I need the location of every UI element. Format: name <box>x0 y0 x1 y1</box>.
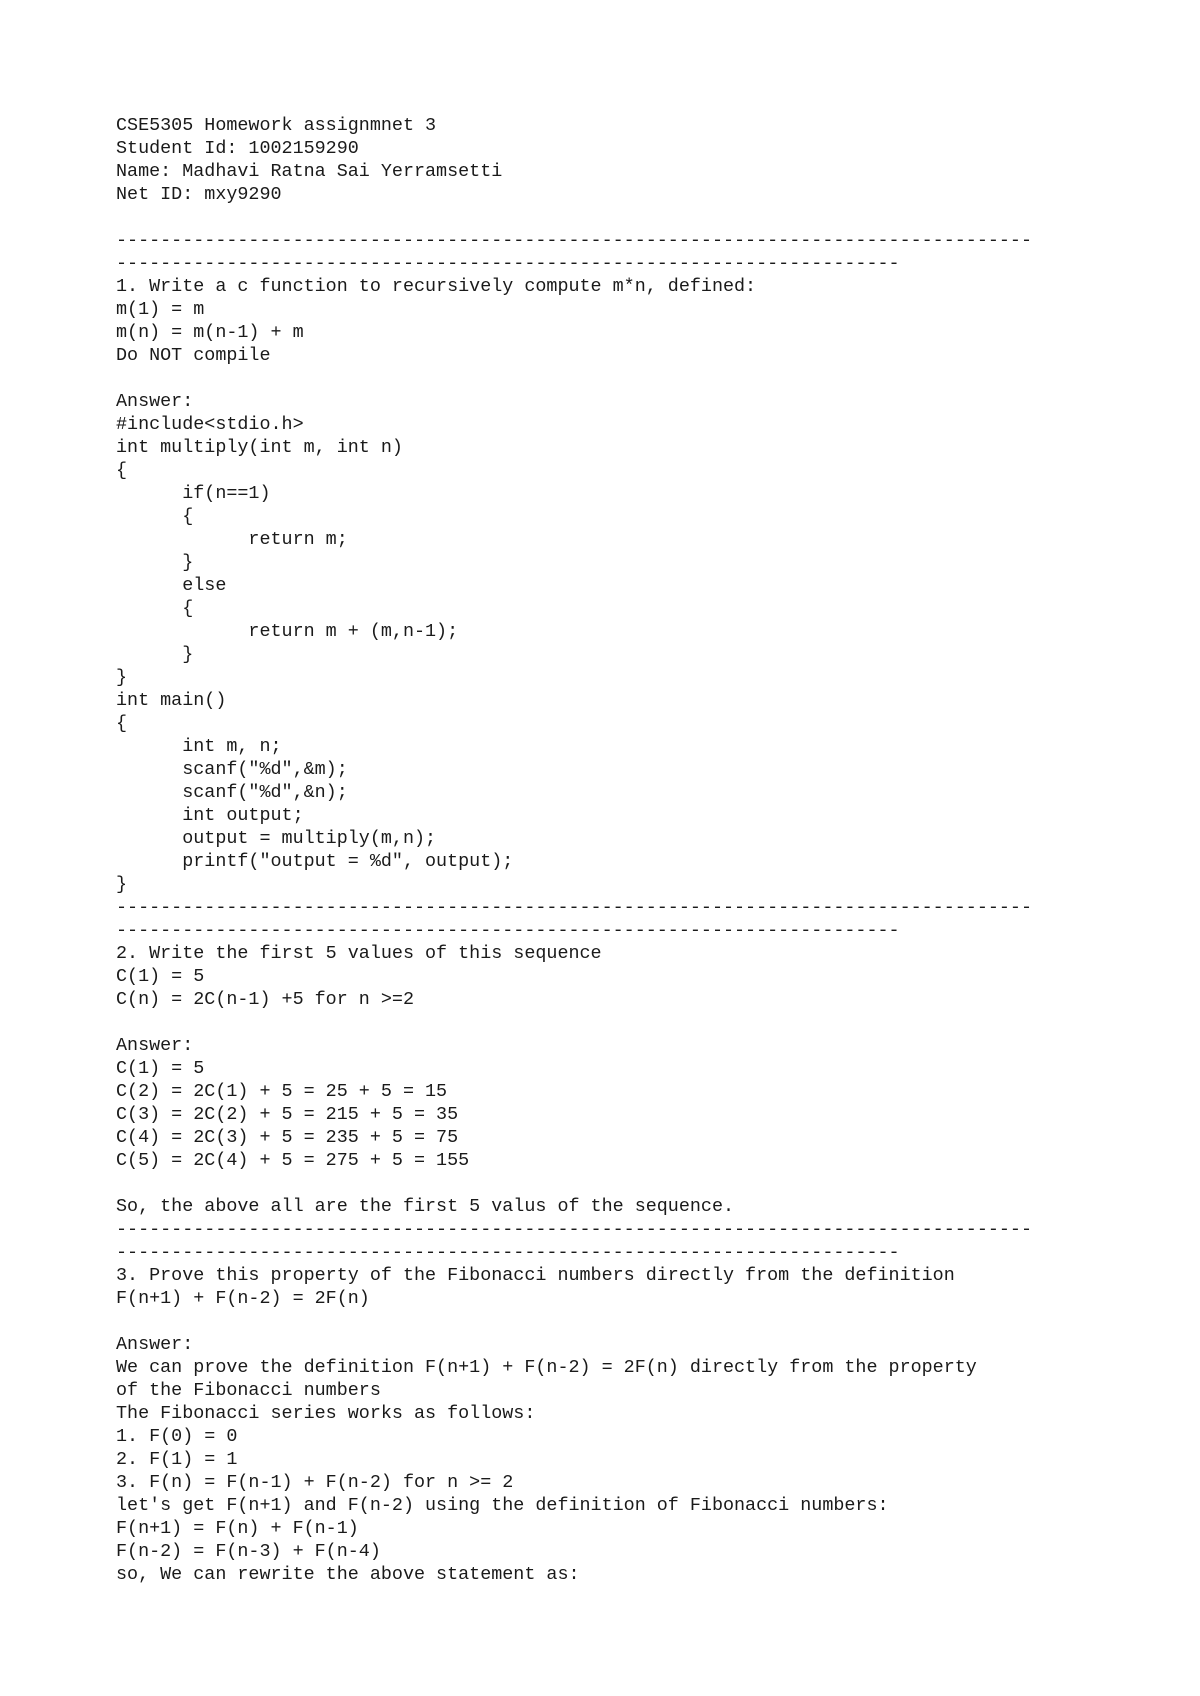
text-line <box>116 1172 1116 1195</box>
text-line: ----------------------------------------------------------------------- <box>116 253 900 274</box>
text-line: ----------------------------------------------------------------------------------- <box>116 1219 1033 1240</box>
text-line: } <box>116 552 194 573</box>
text-line: Answer: <box>116 1035 194 1056</box>
text-line: ----------------------------------------------------------------------- <box>116 1242 900 1263</box>
text-line: #include<stdio.h> <box>116 414 304 435</box>
text-line: Net ID: mxy9290 <box>116 184 282 205</box>
text-line: C(n) = 2C(n-1) +5 for n >=2 <box>116 989 414 1010</box>
text-line: } <box>116 644 194 665</box>
text-line: Do NOT compile <box>116 345 271 366</box>
text-line: { <box>116 460 128 481</box>
text-line: of the Fibonacci numbers <box>116 1380 381 1401</box>
text-line: F(n-2) = F(n-3) + F(n-4) <box>116 1541 381 1562</box>
text-line: } <box>116 874 128 895</box>
text-line <box>116 1011 1116 1034</box>
text-line: C(5) = 2C(4) + 5 = 275 + 5 = 155 <box>116 1150 470 1171</box>
text-line: Name: Madhavi Ratna Sai Yerramsetti <box>116 161 503 182</box>
text-line: ----------------------------------------------------------------------------------- <box>116 230 1033 251</box>
text-line: Answer: <box>116 391 194 412</box>
text-line: F(n+1) = F(n) + F(n-1) <box>116 1518 359 1539</box>
text-line: if(n==1) <box>116 483 271 504</box>
text-line: m(n) = m(n-1) + m <box>116 322 304 343</box>
text-line: C(3) = 2C(2) + 5 = 215 + 5 = 35 <box>116 1104 459 1125</box>
text-line: { <box>116 506 194 527</box>
text-line: scanf("%d",&n); <box>116 782 348 803</box>
text-line: { <box>116 598 194 619</box>
text-line: CSE5305 Homework assignmnet 3 <box>116 115 437 136</box>
text-line: let's get F(n+1) and F(n-2) using the definition of Fibonacci numbers: <box>116 1495 889 1516</box>
text-line: return m; <box>116 529 348 550</box>
text-line: C(4) = 2C(3) + 5 = 235 + 5 = 75 <box>116 1127 459 1148</box>
document-body <box>116 114 1116 1586</box>
text-line: int output; <box>116 805 304 826</box>
text-line: The Fibonacci series works as follows: <box>116 1403 536 1424</box>
text-line: } <box>116 667 128 688</box>
text-line: C(2) = 2C(1) + 5 = 25 + 5 = 15 <box>116 1081 448 1102</box>
text-line: 3. Prove this property of the Fibonacci numbers directly from the definition <box>116 1265 955 1286</box>
text-line: int main() <box>116 690 227 711</box>
text-line <box>116 367 1116 390</box>
text-line: { <box>116 713 128 734</box>
text-line: 1. Write a c function to recursively compute m*n, defined: <box>116 276 757 297</box>
text-line: int multiply(int m, int n) <box>116 437 403 458</box>
text-line: C(1) = 5 <box>116 1058 205 1079</box>
text-line: 1. F(0) = 0 <box>116 1426 238 1447</box>
text-line: m(1) = m <box>116 299 205 320</box>
text-line: ----------------------------------------------------------------------------------- <box>116 897 1033 918</box>
text-line <box>116 206 1116 229</box>
text-line: Answer: <box>116 1334 194 1355</box>
text-line <box>116 1310 1116 1333</box>
text-line: C(1) = 5 <box>116 966 205 987</box>
text-line: ----------------------------------------------------------------------- <box>116 920 900 941</box>
text-line: F(n+1) + F(n-2) = 2F(n) <box>116 1288 370 1309</box>
text-line: printf("output = %d", output); <box>116 851 514 872</box>
text-line: 3. F(n) = F(n-1) + F(n-2) for n >= 2 <box>116 1472 514 1493</box>
text-line: scanf("%d",&m); <box>116 759 348 780</box>
text-line: Student Id: 1002159290 <box>116 138 359 159</box>
text-line: So, the above all are the first 5 valus of the sequence. <box>116 1196 735 1217</box>
text-line: int m, n; <box>116 736 282 757</box>
text-line: We can prove the definition F(n+1) + F(n-2) = 2F(n) directly from the property <box>116 1357 977 1378</box>
text-line: 2. F(1) = 1 <box>116 1449 238 1470</box>
text-line: so, We can rewrite the above statement as: <box>116 1564 580 1585</box>
text-line: else <box>116 575 227 596</box>
text-line: output = multiply(m,n); <box>116 828 437 849</box>
text-line: return m + (m,n-1); <box>116 621 459 642</box>
text-line: 2. Write the first 5 values of this sequence <box>116 943 602 964</box>
